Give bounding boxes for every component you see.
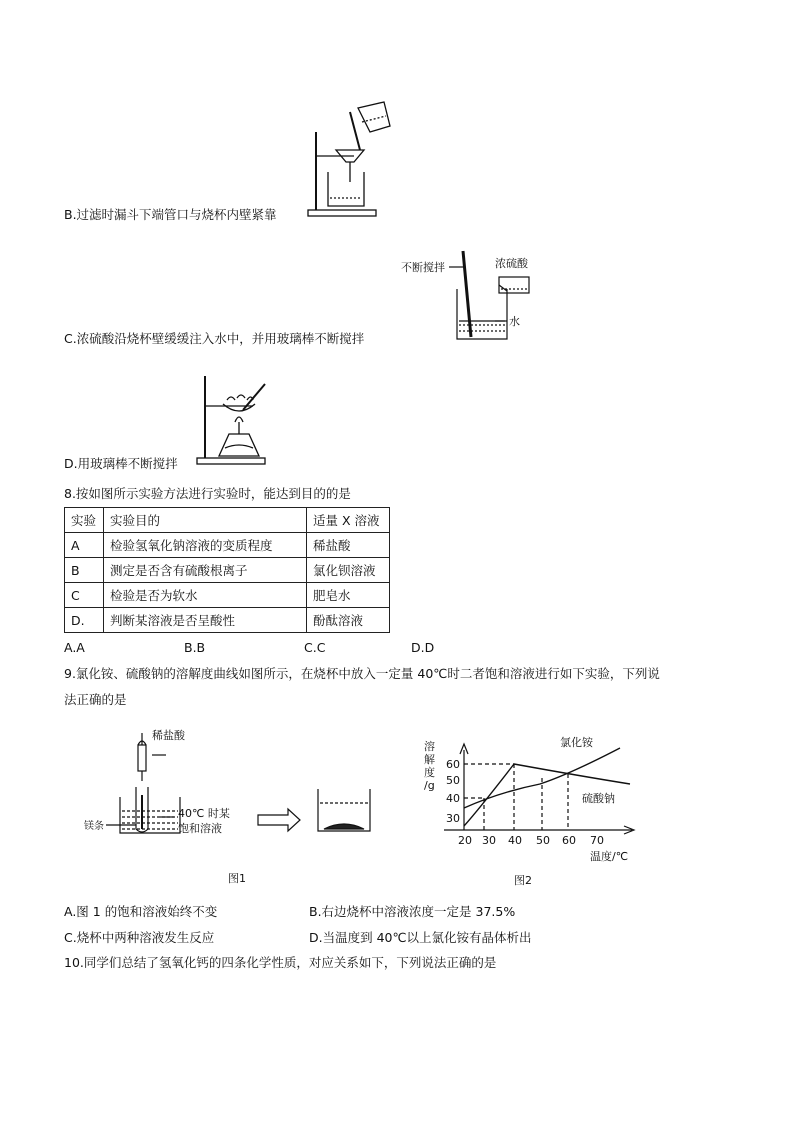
- fig2-ytick-40: 40: [446, 792, 460, 805]
- fig2-xlabel: 温度/℃: [590, 850, 629, 863]
- fig2-xtick-20: 20: [458, 834, 472, 847]
- table-header-row: [65, 508, 390, 533]
- q8-stem: 8.按如图所示实验方法进行实验时，能达到目的的是: [64, 486, 351, 501]
- table-header-cell: 实验目的: [104, 508, 307, 533]
- table-cell: 检验氢氧化钠溶液的变质程度: [104, 533, 307, 558]
- table-cell: B: [65, 558, 104, 583]
- fig2-ytick-60: 60: [446, 758, 460, 771]
- fig2-xtick-70: 70: [590, 834, 604, 847]
- table-header-cell: 实验: [65, 508, 104, 533]
- table-row: [65, 533, 390, 558]
- fig2-ylabel-3: 度: [424, 766, 435, 779]
- q9-stem-line2: 法正确的是: [64, 692, 127, 707]
- option-b: B.过滤时漏斗下端管口与烧杯内壁紧靠: [64, 207, 277, 222]
- q9-figure-1: [80, 725, 380, 890]
- label-stir: 不断搅拌: [401, 261, 445, 274]
- table-row: [65, 583, 390, 608]
- fig2-caption: 图2: [514, 874, 532, 887]
- fig2-ytick-50: 50: [446, 774, 460, 787]
- evaporation-figure: [193, 370, 275, 468]
- fig2-xtick-30: 30: [482, 834, 496, 847]
- option-c: C.浓硫酸沿烧杯壁缓缓注入水中，并用玻璃棒不断搅拌: [64, 331, 365, 346]
- table-cell: D.: [65, 608, 104, 633]
- filtration-figure: [300, 100, 400, 220]
- table-header-cell: 适量 X 溶液: [307, 508, 390, 533]
- q9-choice-d: D.当温度到 40℃以上氯化铵有晶体析出: [309, 930, 532, 945]
- q9-figure-2: [420, 730, 670, 890]
- table-cell: 检验是否为软水: [104, 583, 307, 608]
- q9-choice-a: A.图 1 的饱和溶液始终不变: [64, 904, 218, 919]
- q8-choice-a: A.A: [64, 640, 85, 655]
- fig2-xtick-50: 50: [536, 834, 550, 847]
- fig2-xtick-40: 40: [508, 834, 522, 847]
- fig1-sol-label1: 40℃ 时某: [178, 807, 230, 820]
- fig2-series1-label: 氯化铵: [560, 736, 593, 749]
- table-cell: 酚酞溶液: [307, 608, 390, 633]
- q9-stem-line1: 9.氯化铵、硫酸钠的溶解度曲线如图所示，在烧杯中放入一定量 40℃时二者饱和溶液进行如下实验，下列说: [64, 666, 660, 681]
- table-cell: 稀盐酸: [307, 533, 390, 558]
- sulfuric-acid-figure: [395, 245, 545, 345]
- table-cell: 肥皂水: [307, 583, 390, 608]
- q8-choice-d: D.D: [411, 640, 435, 655]
- fig2-ylabel-4: /g: [424, 779, 435, 792]
- fig1-caption: 图1: [228, 872, 246, 885]
- fig2-xtick-60: 60: [562, 834, 576, 847]
- table-row: [65, 558, 390, 583]
- q8-choice-b: B.B: [184, 640, 206, 655]
- label-water: 水: [509, 315, 520, 328]
- fig2-ylabel-1: 溶: [424, 740, 435, 753]
- q8-choice-c: C.C: [304, 640, 326, 655]
- table-cell: 判断某溶液是否呈酸性: [104, 608, 307, 633]
- fig2-series2-label: 硫酸钠: [582, 792, 615, 805]
- table-row: [65, 608, 390, 633]
- q8-table: [64, 507, 390, 633]
- fig2-ylabel-2: 解: [424, 753, 435, 766]
- fig1-sol-label2: 饱和溶液: [178, 822, 222, 835]
- q10-stem: 10.同学们总结了氢氧化钙的四条化学性质，对应关系如下，下列说法正确的是: [64, 955, 497, 970]
- fig1-mg-label: 镁条: [84, 821, 104, 832]
- q9-choice-b: B.右边烧杯中溶液浓度一定是 37.5%: [309, 904, 516, 919]
- label-acid: 浓硫酸: [495, 257, 528, 270]
- q9-choice-c: C.烧杯中两种溶液发生反应: [64, 930, 215, 945]
- table-cell: 氯化钡溶液: [307, 558, 390, 583]
- table-cell: 测定是否含有硫酸根离子: [104, 558, 307, 583]
- fig2-ytick-30: 30: [446, 812, 460, 825]
- table-cell: A: [65, 533, 104, 558]
- table-cell: C: [65, 583, 104, 608]
- option-d: D.用玻璃棒不断搅拌: [64, 456, 178, 471]
- fig1-acid-label: 稀盐酸: [152, 729, 185, 742]
